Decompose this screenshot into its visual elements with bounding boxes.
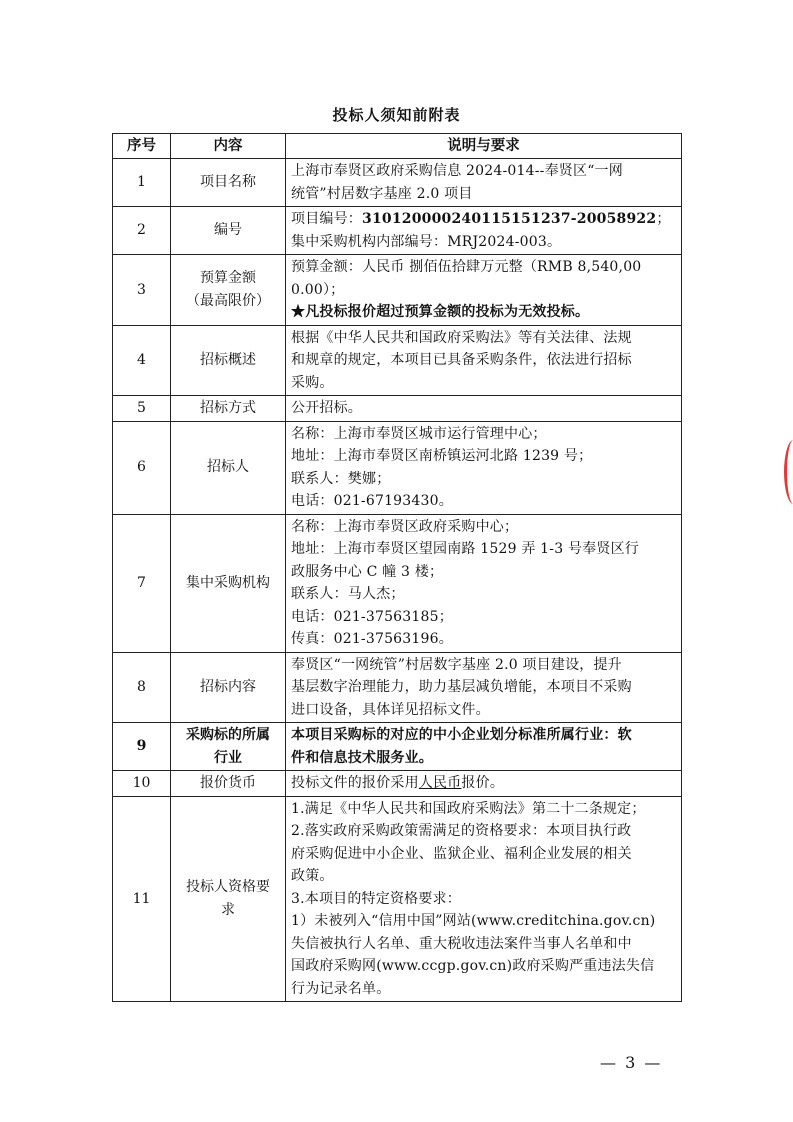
desc-line: 0.00）； [291,281,345,298]
row-number: 7 [113,514,171,652]
row-number: 11 [113,796,171,1002]
desc-line: 2.落实政府采购政策需满足的资格要求：本项目执行政 [291,823,632,839]
project-number-label: 项目编号： [291,211,362,227]
item-line: （最高限价） [186,292,270,309]
desc-line: 采购。 [291,374,334,391]
desc-line: 集中采购机构内部编号：MRJ2024-003。 [291,233,562,250]
desc-line: 失信被执行人名单、重大税收违法案件当事人名单和中 [291,935,632,952]
row-number: 10 [113,771,171,797]
row-description [286,771,682,797]
row-description [286,421,682,514]
row-number: 8 [113,652,171,723]
row-number: 6 [113,421,171,514]
item-line: 求 [221,901,235,918]
invalid-bid-notice: ★凡投标报价超过预算金额的投标为无效投标。 [291,304,590,320]
punctuation: ； [656,211,671,227]
row-item [171,723,286,771]
desc-line: 公开招标。 [291,400,362,416]
row-item [171,255,286,326]
row-description [286,207,682,255]
row-item: 招标内容 [171,652,286,723]
project-number-value: 310120000240115151237-20058922 [362,211,657,227]
desc-line: 联系人：马人杰； [291,586,405,602]
row-number: 4 [113,325,171,396]
desc-line: 预算金额：人民币 捌佰伍拾肆万元整（RMB 8,540,00 [291,259,642,275]
desc-line: 行为记录名单。 [291,980,391,997]
table-row [113,514,682,652]
desc-line: 基层数字治理能力，助力基层减负增能，本项目不采购 [291,679,632,695]
desc-line: 和规章的规定，本项目已具备采购条件，依法进行招标 [291,352,632,368]
row-number: 1 [113,159,171,207]
desc-line: 1.满足《中华人民共和国政府采购法》第二十二条规定； [291,800,646,817]
desc-line: 电话：021-37563185； [291,608,453,625]
row-description [286,325,682,396]
desc-line: 名称：上海市奉贤区政府采购中心； [291,518,519,535]
table-row [113,159,682,207]
desc-line: 3.本项目的特定资格要求： [291,890,461,907]
row-item [171,796,286,1002]
row-description [286,652,682,723]
desc-line: 奉贤区“一网统管”村居数字基座 2.0 项目建设，提升 [291,656,622,673]
desc-line: 本项目采购标的对应的中小企业划分标准所属行业：软 [291,727,632,743]
item-line: 预算金额 [200,270,256,287]
bidder-instructions-table [112,133,682,1002]
row-description [286,723,682,771]
item-line: 行业 [214,749,242,766]
table-row [113,421,682,514]
currency-text: 人民币 [418,775,462,791]
row-item: 报价货币 [171,771,286,797]
desc-line: 联系人：樊娜； [291,470,391,487]
table-row [113,723,682,771]
table-row [113,255,682,326]
desc-line: 府采购促进中小企业、监狱企业、福利企业发展的相关 [291,845,632,862]
desc-line: 国政府采购网(www.ccgp.gov.cn)政府采购严重违法失信 [291,958,655,974]
row-description [286,159,682,207]
header-content: 内容 [171,134,286,159]
row-description [286,514,682,652]
row-number: 2 [113,207,171,255]
desc-line [291,208,676,231]
row-item: 项目名称 [171,159,286,207]
desc-line: 政策。 [291,868,334,884]
row-item: 编号 [171,207,286,255]
red-seal-edge [784,440,793,504]
row-number: 5 [113,396,171,422]
row-item: 招标人 [171,421,286,514]
table-header-row [113,134,682,159]
table-row [113,207,682,255]
desc-line: 地址：上海市奉贤区望园南路 1529 弄 1-3 号奉贤区行 [291,541,639,557]
row-item: 集中采购机构 [171,514,286,652]
table-row [113,325,682,396]
table-row [113,396,682,422]
text-fragment: 报价。 [461,775,505,791]
desc-line: 根据《中华人民共和国政府采购法》等有关法律、法规 [291,329,632,346]
desc-line: 名称：上海市奉贤区城市运行管理中心； [291,425,547,442]
row-number: 9 [113,723,171,771]
desc-line: 电话：021-67193430。 [291,493,453,509]
row-item: 招标方式 [171,396,286,422]
row-description [286,396,682,422]
header-number: 序号 [113,134,171,159]
desc-line: 传真：021-37563196。 [291,631,453,647]
row-number: 3 [113,255,171,326]
table-row [113,652,682,723]
text-fragment: 投标文件的报价采用 [291,775,419,791]
desc-line: 政服务中心 C 幢 3 楼； [291,563,444,580]
row-description [286,255,682,326]
row-item: 招标概述 [171,325,286,396]
item-line: 采购标的所属 [186,727,270,743]
desc-line: 统管”村居数字基座 2.0 项目 [291,185,473,202]
desc-line: 1）未被列入“信用中国”网站(www.creditchina.gov.cn) [291,913,656,929]
header-requirements: 说明与要求 [286,134,682,159]
table-row [113,796,682,1002]
item-line: 投标人资格要 [186,879,270,896]
desc-line [291,772,676,795]
page-title: 投标人须知前附表 [332,106,461,124]
desc-line: 进口设备，具体详见招标文件。 [291,701,490,718]
desc-line: 地址：上海市奉贤区南桥镇运河北路 1239 号； [291,448,593,464]
table-row [113,771,682,797]
desc-line: 上海市奉贤区政府采购信息 2024-014--奉贤区“一网 [291,163,623,179]
desc-line: 件和信息技术服务业。 [291,749,433,766]
page-number: — 3 — [600,1053,663,1072]
row-description [286,796,682,1002]
